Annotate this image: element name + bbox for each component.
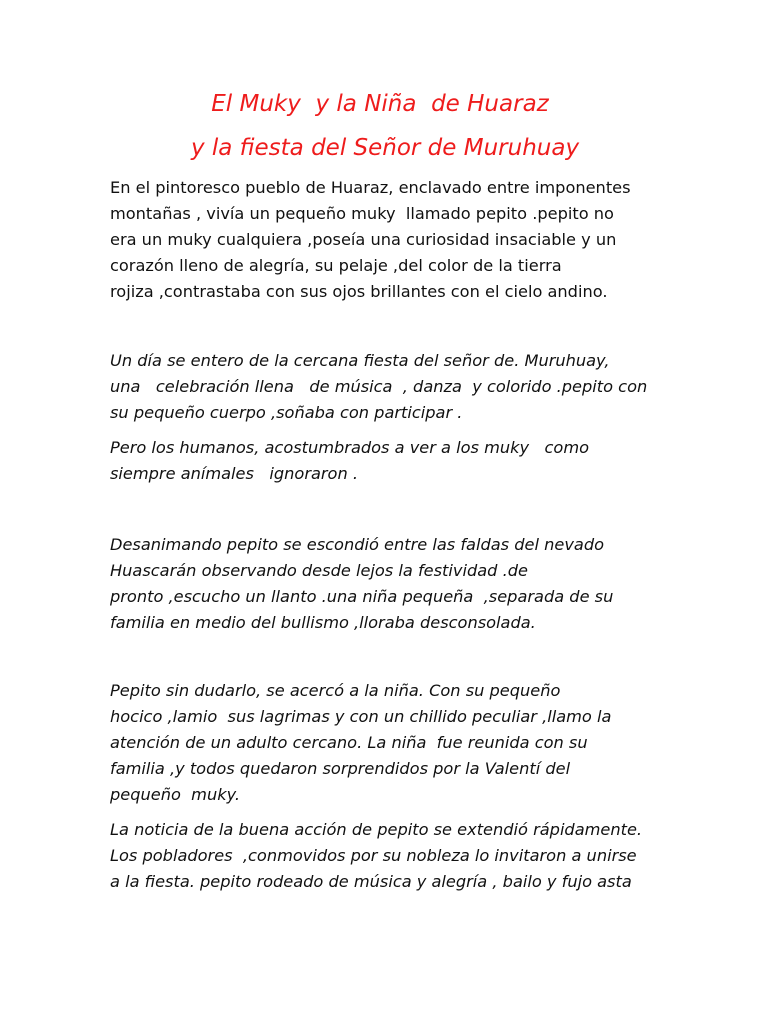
paragraph-6-line-1: La noticia de la buena acción de pepito se extendió rápidamente. [110, 820, 643, 839]
paragraph-6-line-3: a la fiesta. pepito rodeado de música y alegría , bailo y fujo asta [110, 872, 632, 891]
paragraph-1-line-3: era un muky cualquiera ,poseía una curiosidad insaciable y un [110, 230, 617, 249]
paragraph-2-line-2: una celebración llena de música , danza y colorido .pepito con [110, 377, 648, 396]
paragraph-1-line-5: rojiza ,contrastaba con sus ojos brillantes con el cielo andino. [110, 282, 608, 301]
paragraph-5 [110, 678, 680, 808]
paragraph-6-line-2: Los pobladores ,conmovidos por su nobleza lo invitaron a unirse [110, 846, 637, 865]
paragraph-6 [110, 817, 680, 895]
paragraph-4-line-4: familia en medio del bullismo ,lloraba desconsolada. [110, 613, 536, 632]
paragraph-2-line-1: Un día se entero de la cercana fiesta del señor de. Muruhuay, [110, 351, 610, 370]
paragraph-5-line-2: hocico ,lamio sus lagrimas y con un chillido peculiar ,llamo la [110, 707, 612, 726]
paragraph-2 [110, 348, 680, 426]
paragraph-1-line-2: montañas , vivía un pequeño muky llamado pepito .pepito no [110, 204, 614, 223]
paragraph-1 [110, 175, 680, 305]
paragraph-4-line-1: Desanimando pepito se escondió entre las faldas del nevado [110, 535, 605, 554]
paragraph-4-line-3: pronto ,escucho un llanto .una niña pequeña ,separada de su [110, 587, 614, 606]
paragraph-4 [110, 532, 680, 636]
paragraph-3-line-2: siempre anímales ignoraron . [110, 464, 359, 483]
paragraph-3 [110, 435, 680, 487]
paragraph-5-line-5: pequeño muky. [110, 785, 241, 804]
document-title-line-1: El Muky y la Niña de Huaraz [211, 91, 549, 117]
paragraph-5-line-4: familia ,y todos quedaron sorprendidos por la Valentí del [110, 759, 571, 778]
paragraph-2-line-3: su pequeño cuerpo ,soñaba con participar . [110, 403, 463, 422]
paragraph-4-line-2: Huascarán observando desde lejos la festividad .de [110, 561, 528, 580]
paragraph-5-line-1: Pepito sin dudarlo, se acercó a la niña. Con su pequeño [110, 681, 561, 700]
paragraph-1-line-4: corazón lleno de alegría, su pelaje ,del color de la tierra [110, 256, 562, 275]
paragraph-5-line-3: atención de un adulto cercano. La niña fue reunida con su [110, 733, 588, 752]
paragraph-1-line-1: En el pintoresco pueblo de Huaraz, enclavado entre imponentes [110, 178, 631, 197]
document-title-line-2: y la fiesta del Señor de Muruhuay [190, 135, 580, 161]
paragraph-3-line-1: Pero los humanos, acostumbrados a ver a los muky como [110, 438, 589, 457]
